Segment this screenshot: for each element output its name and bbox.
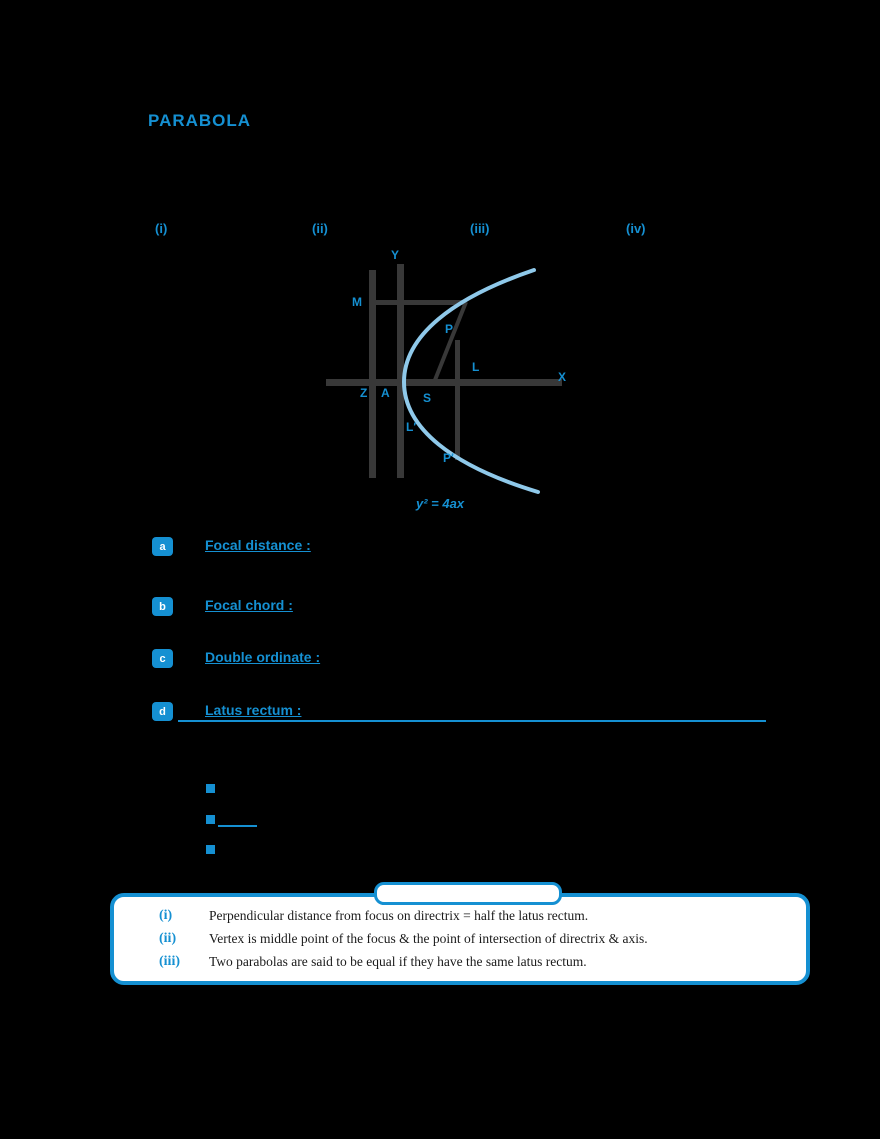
figure-label-M: M bbox=[352, 295, 362, 309]
figure-label-Y: Y bbox=[391, 248, 400, 262]
note-item-label: (i) bbox=[159, 908, 173, 923]
section-bullet-b: b bbox=[152, 597, 173, 616]
note-tab bbox=[374, 882, 562, 905]
figure-label-S: S bbox=[423, 391, 432, 405]
section-underline-rule bbox=[178, 720, 766, 722]
property-marker-2: (ii) bbox=[312, 221, 328, 236]
page-title: PARABOLA bbox=[148, 111, 252, 130]
figure-label-P-prime: P′ bbox=[443, 451, 454, 465]
x-axis-line bbox=[326, 379, 562, 386]
note-row bbox=[114, 954, 806, 974]
figure-label-X: X bbox=[558, 370, 567, 384]
section-bullet-a: a bbox=[152, 537, 173, 556]
section-bullet-d: d bbox=[152, 702, 173, 721]
section-label-latus-rectum: Latus rectum : bbox=[205, 702, 302, 718]
note-item-text: Two parabolas are said to be equal if they have the same latus rectum. bbox=[209, 954, 587, 969]
property-marker-3: (iii) bbox=[470, 221, 490, 236]
figure-caption: y² = 4ax bbox=[416, 496, 465, 511]
note-item-text: Perpendicular distance from focus on directrix = half the latus rectum. bbox=[209, 908, 589, 923]
figure-label-L: L bbox=[472, 360, 480, 374]
note-box bbox=[110, 893, 810, 985]
note-item-label: (ii) bbox=[159, 931, 177, 946]
focal-radius-segment bbox=[433, 302, 466, 385]
bullet-square-2 bbox=[206, 815, 215, 824]
bullet-square-1 bbox=[206, 784, 215, 793]
figure-label-A: A bbox=[381, 386, 390, 400]
section-label-focal-chord: Focal chord : bbox=[205, 597, 293, 613]
note-row bbox=[114, 931, 806, 951]
note-row bbox=[114, 908, 806, 928]
note-item-text: Vertex is middle point of the focus & the point of intersection of directrix & axis. bbox=[209, 931, 648, 946]
property-marker-1: (i) bbox=[155, 221, 168, 236]
property-marker-4: (iv) bbox=[626, 221, 646, 236]
bullet-square-3 bbox=[206, 845, 215, 854]
section-bullet-c: c bbox=[152, 649, 173, 668]
latus-rectum-chord bbox=[455, 340, 460, 460]
note-item-label: (iii) bbox=[159, 954, 180, 969]
figure-label-P: P bbox=[445, 322, 454, 336]
section-label-focal-distance: Focal distance : bbox=[205, 537, 311, 553]
figure-label-L-prime: L′ bbox=[406, 420, 417, 434]
figure-label-Z: Z bbox=[360, 386, 368, 400]
section-label-double-ordinate: Double ordinate : bbox=[205, 649, 321, 665]
fraction-bar bbox=[218, 825, 257, 827]
pm-segment bbox=[374, 300, 466, 305]
